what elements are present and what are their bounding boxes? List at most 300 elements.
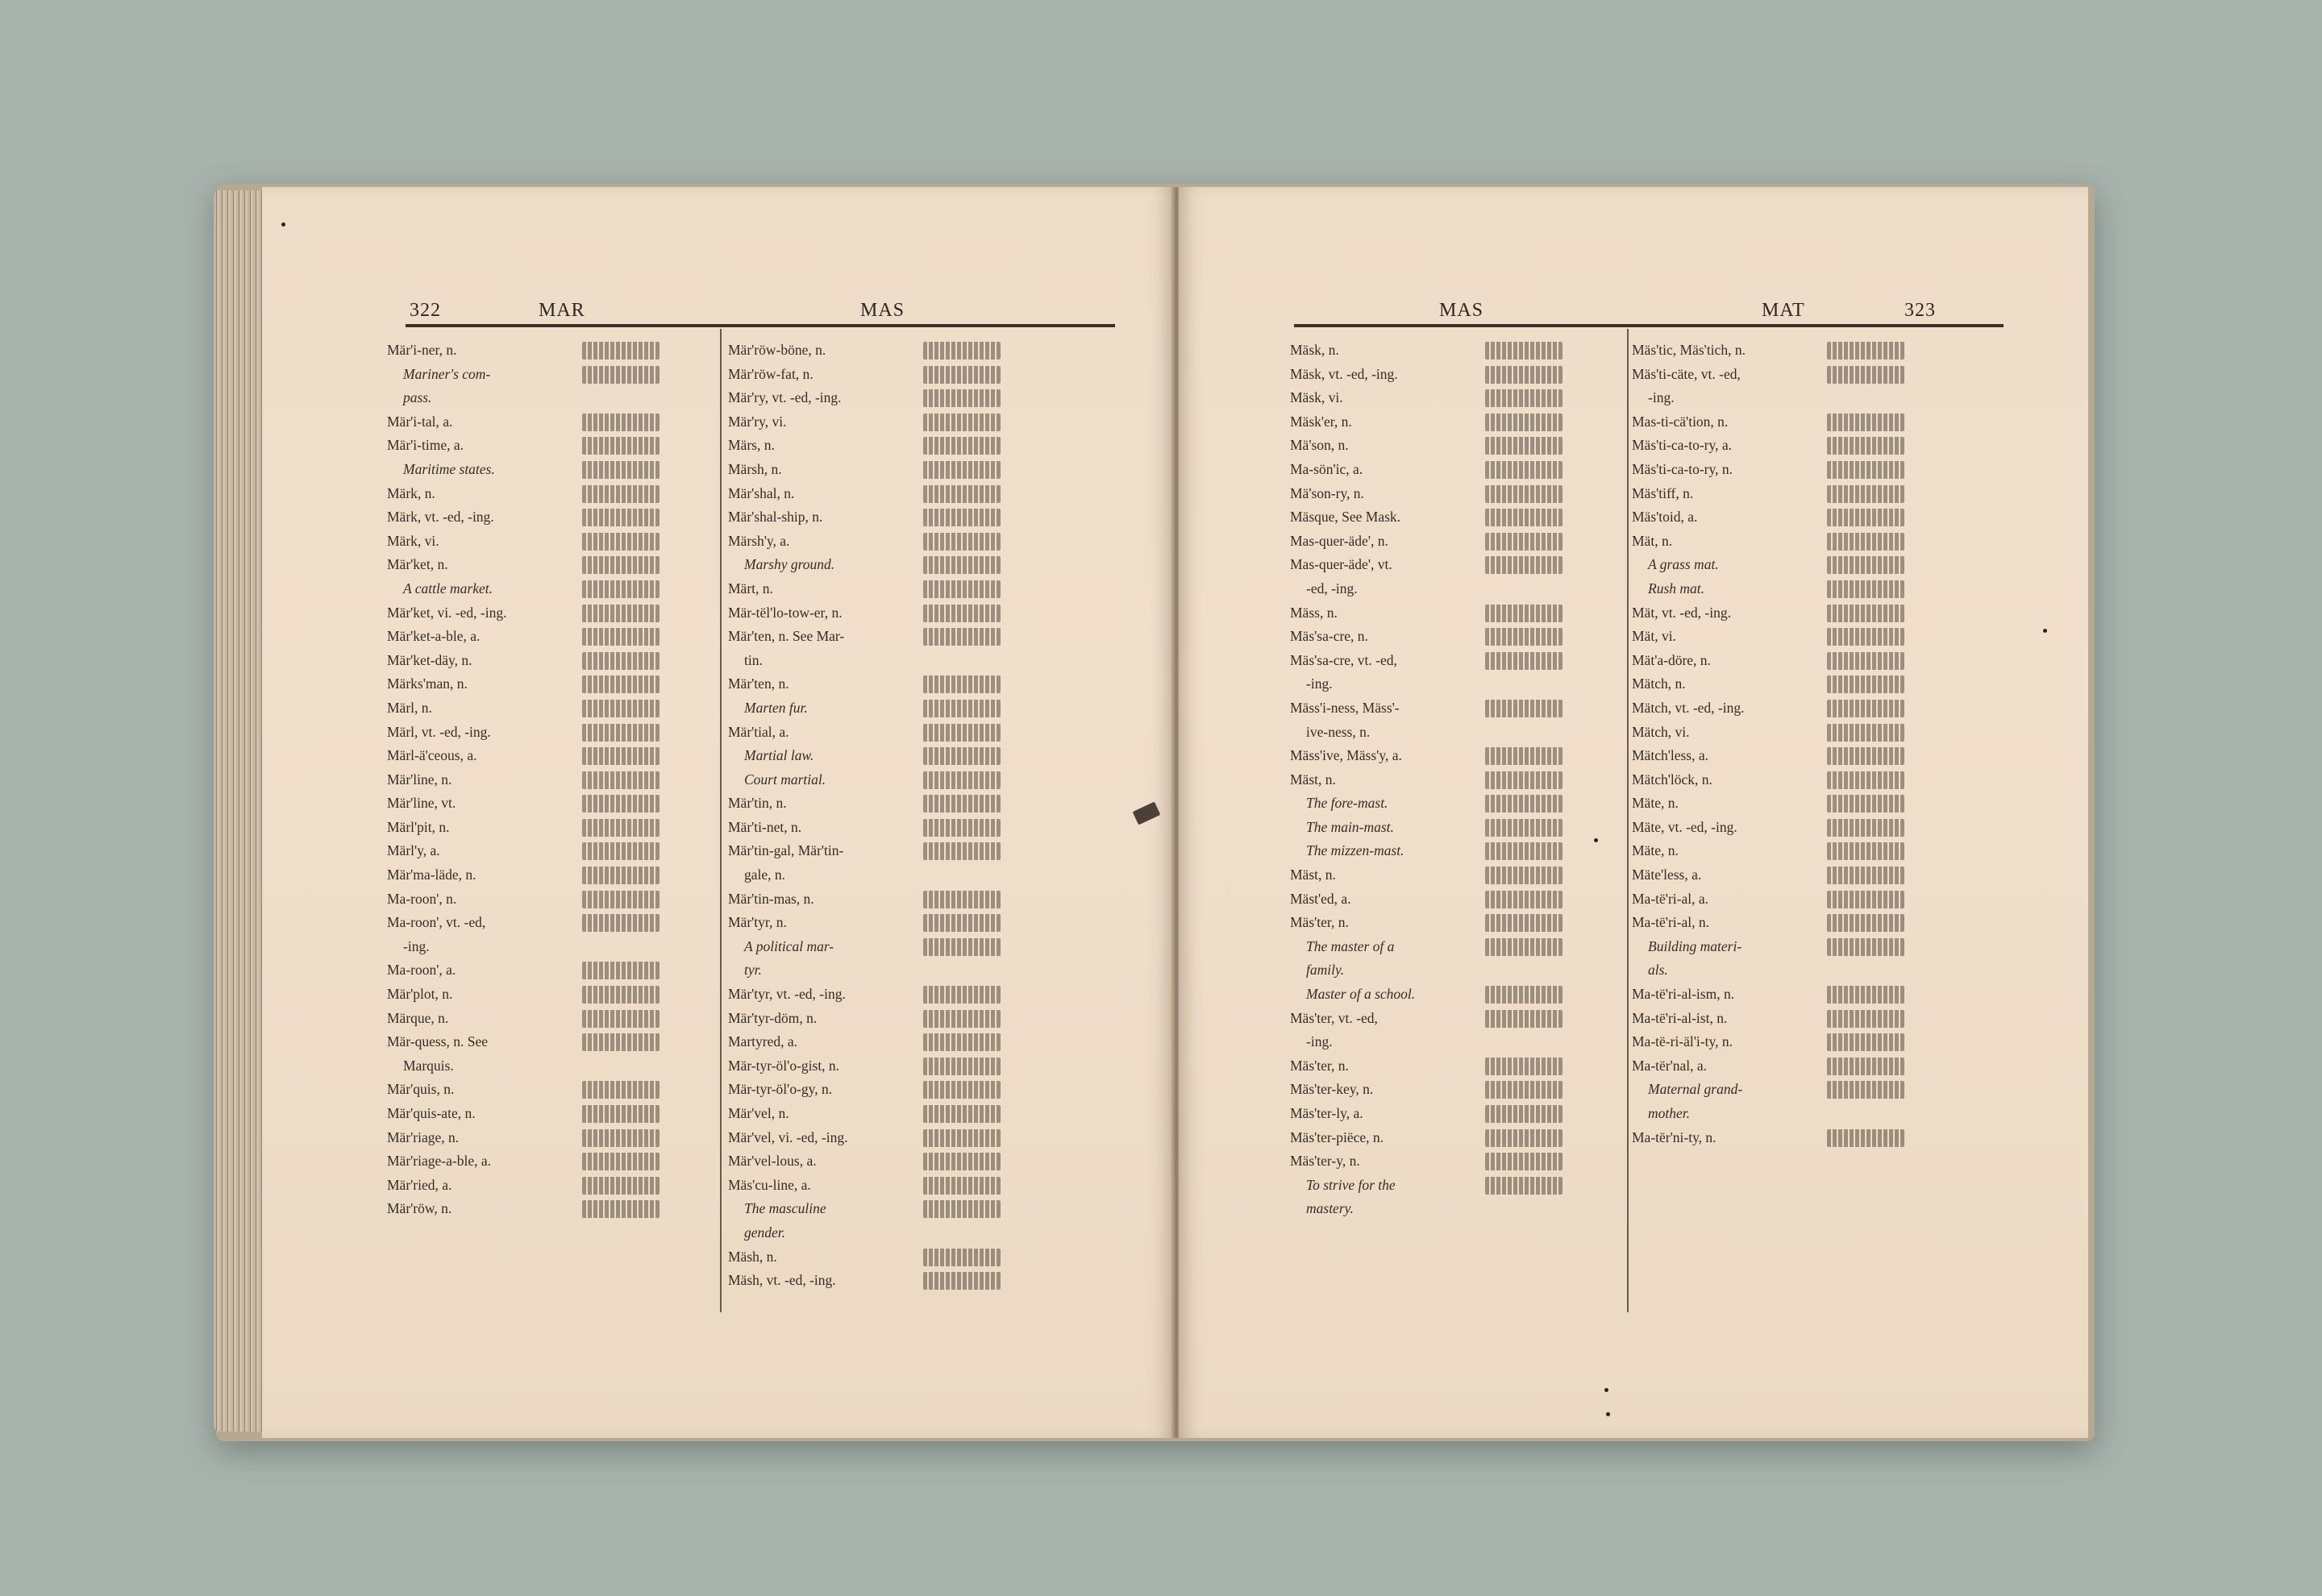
headword: -ing.: [1648, 389, 1675, 406]
japanese-definition-glyphs: [1827, 580, 1904, 598]
headword: Märks'man, n.: [387, 675, 468, 692]
japanese-definition-glyphs: [1827, 652, 1904, 670]
headword: tin.: [744, 651, 763, 668]
japanese-definition-glyphs: [1485, 652, 1563, 670]
headword: Maritime states.: [403, 460, 495, 477]
dictionary-entry: [1632, 887, 1954, 912]
japanese-definition-glyphs: [1485, 795, 1563, 813]
dictionary-entry: [1632, 577, 1954, 601]
headword: mother.: [1648, 1105, 1691, 1121]
headword: Mär-quess, n. See: [387, 1033, 489, 1050]
headword: Court martial.: [744, 771, 826, 788]
dictionary-entry: [1632, 363, 1954, 387]
dictionary-entry: [1632, 1126, 1954, 1150]
headword: -ing.: [1306, 1033, 1333, 1050]
dictionary-entry: [1290, 601, 1612, 626]
dictionary-entry: [1290, 482, 1612, 506]
japanese-definition-glyphs: [1827, 795, 1904, 813]
japanese-definition-glyphs: [1485, 700, 1563, 717]
dictionary-entry: [1632, 839, 1954, 863]
japanese-definition-glyphs: [582, 1200, 660, 1218]
japanese-definition-glyphs: [582, 366, 660, 384]
dictionary-entry: [387, 792, 710, 816]
guide-word-right: MAT: [1762, 300, 1805, 321]
headword: Mäsk'er, n.: [1290, 413, 1352, 430]
dictionary-entry: [728, 1030, 1051, 1054]
headword: gale, n.: [744, 867, 786, 883]
headword: -ed, -ing.: [1306, 580, 1358, 596]
headword: Mär'ten, n. See Mar-: [728, 628, 845, 645]
japanese-definition-glyphs: [1827, 1010, 1904, 1028]
japanese-definition-glyphs: [582, 342, 660, 360]
japanese-definition-glyphs: [582, 842, 660, 860]
japanese-definition-glyphs: [1827, 819, 1904, 837]
japanese-definition-glyphs: [1827, 1058, 1904, 1075]
headword: Mär'ry, vi.: [728, 413, 787, 430]
japanese-definition-glyphs: [1827, 1081, 1904, 1099]
headword: Mäs'ter-key, n.: [1290, 1081, 1374, 1098]
dictionary-entry: [1632, 339, 1954, 363]
headword: Mäsh, vt. -ed, -ing.: [728, 1272, 836, 1289]
headword: Mär'röw-fat, n.: [728, 365, 814, 382]
dictionary-entry: [1632, 672, 1954, 696]
japanese-definition-glyphs: [582, 1177, 660, 1195]
japanese-definition-glyphs: [923, 986, 1001, 1004]
japanese-definition-glyphs: [582, 771, 660, 789]
japanese-definition-glyphs: [1827, 867, 1904, 884]
japanese-definition-glyphs: [582, 652, 660, 670]
japanese-definition-glyphs: [923, 891, 1001, 908]
japanese-definition-glyphs: [582, 414, 660, 431]
dictionary-entry: [1290, 1054, 1612, 1079]
entry-column-1: [1290, 339, 1612, 1221]
dictionary-entry: [387, 577, 710, 601]
headword: Mäsque, See Mask.: [1290, 509, 1401, 526]
japanese-definition-glyphs: [1485, 509, 1563, 526]
dictionary-entry: [1290, 911, 1612, 935]
dictionary-entry: [1290, 410, 1612, 434]
headword: -ing.: [403, 937, 430, 954]
dictionary-entry: [728, 363, 1051, 387]
headword: Märt, n.: [728, 580, 773, 596]
japanese-definition-glyphs: [923, 533, 1001, 551]
dictionary-entry: [728, 1007, 1051, 1031]
headword: Mäs'tic, Mäs'tich, n.: [1632, 342, 1746, 358]
dictionary-entry: [387, 1197, 710, 1221]
dictionary-entry: [387, 625, 710, 649]
dictionary-entry: [1290, 649, 1612, 673]
headword: Mäs'ter, n.: [1290, 1057, 1349, 1074]
headword: Mär'vel, vi. -ed, -ing.: [728, 1128, 848, 1145]
japanese-definition-glyphs: [582, 724, 660, 742]
dictionary-entry: [728, 1269, 1051, 1293]
japanese-definition-glyphs: [1827, 628, 1904, 646]
dictionary-entry: [1632, 744, 1954, 768]
japanese-definition-glyphs: [923, 1058, 1001, 1075]
headword: Mär'line, vt.: [387, 795, 456, 812]
dictionary-entry: [728, 1245, 1051, 1270]
japanese-definition-glyphs: [582, 1081, 660, 1099]
japanese-definition-glyphs: [1827, 724, 1904, 742]
headword: Märk, vi.: [387, 532, 439, 549]
headword: pass.: [403, 389, 432, 406]
japanese-definition-glyphs: [582, 533, 660, 551]
dictionary-entry: [1632, 649, 1954, 673]
headword: Mäs'ti-ca-to-ry, n.: [1632, 460, 1733, 477]
headword: Mär'ket-däy, n.: [387, 651, 472, 668]
dictionary-entry: [1290, 1126, 1612, 1150]
japanese-definition-glyphs: [1827, 891, 1904, 908]
japanese-definition-glyphs: [923, 414, 1001, 431]
dictionary-entry: [1290, 625, 1612, 649]
dictionary-entry: [387, 958, 710, 983]
dictionary-entry: [1290, 530, 1612, 554]
dictionary-entry: [387, 386, 710, 410]
headword: Mas-quer-äde', vt.: [1290, 556, 1392, 573]
ink-speck: [2043, 629, 2047, 633]
dictionary-entry: [728, 434, 1051, 458]
headword: Mäs'ti-ca-to-ry, a.: [1632, 437, 1732, 454]
japanese-definition-glyphs: [1485, 771, 1563, 789]
dictionary-entry: [387, 505, 710, 530]
headword: Mariner's com-: [403, 365, 491, 382]
japanese-definition-glyphs: [1485, 819, 1563, 837]
dictionary-entry: [728, 1149, 1051, 1174]
japanese-definition-glyphs: [923, 675, 1001, 693]
headword: The master of a: [1306, 937, 1395, 954]
japanese-definition-glyphs: [1827, 747, 1904, 765]
headword: A political mar-: [744, 937, 834, 954]
japanese-definition-glyphs: [582, 509, 660, 526]
dictionary-entry: [387, 696, 710, 721]
headword: Mär'ten, n.: [728, 675, 789, 692]
headword: Building materi-: [1648, 937, 1742, 954]
dictionary-entry: [728, 1174, 1051, 1198]
dictionary-entry: [1632, 1030, 1954, 1054]
japanese-definition-glyphs: [1827, 914, 1904, 932]
headword: Mär'shal, n.: [728, 484, 795, 501]
dictionary-entry: [1290, 363, 1612, 387]
japanese-definition-glyphs: [923, 771, 1001, 789]
dictionary-entry: [1632, 792, 1954, 816]
headword: Mätch'löck, n.: [1632, 771, 1712, 788]
page-number: 323: [1904, 300, 1936, 321]
dictionary-entry: [1290, 983, 1612, 1007]
japanese-definition-glyphs: [1827, 1129, 1904, 1147]
japanese-definition-glyphs: [1485, 842, 1563, 860]
page-number: 322: [410, 300, 441, 321]
dictionary-entry: [1290, 839, 1612, 863]
dictionary-entry: [1632, 458, 1954, 482]
dictionary-entry: [1290, 1078, 1612, 1102]
dictionary-entry: [1290, 386, 1612, 410]
headword: Mär'riage, n.: [387, 1128, 460, 1145]
guide-word-left: MAR: [539, 300, 585, 321]
japanese-definition-glyphs: [923, 1272, 1001, 1290]
dictionary-entry: [1632, 958, 1954, 983]
japanese-definition-glyphs: [1485, 389, 1563, 407]
headword: ive-ness, n.: [1306, 723, 1371, 740]
headword: Ma-sön'ic, a.: [1290, 460, 1363, 477]
japanese-definition-glyphs: [923, 1200, 1001, 1218]
japanese-definition-glyphs: [923, 700, 1001, 717]
headword: Marten fur.: [744, 699, 808, 716]
dictionary-entry: [387, 339, 710, 363]
dictionary-entry: [728, 1102, 1051, 1126]
dictionary-entry: [387, 363, 710, 387]
dictionary-entry: [1290, 721, 1612, 745]
dictionary-entry: [387, 1054, 710, 1079]
japanese-definition-glyphs: [1485, 747, 1563, 765]
ink-speck: [1594, 838, 1598, 842]
headword: Mär'line, n.: [387, 771, 452, 788]
dictionary-entry: [387, 1174, 710, 1198]
right-page: [1179, 187, 2088, 1438]
headword: Martial law.: [744, 747, 814, 764]
japanese-definition-glyphs: [1485, 1081, 1563, 1099]
headword: Mär'tin-mas, n.: [728, 890, 814, 907]
headword: Mär-tyr-öl'o-gy, n.: [728, 1081, 833, 1098]
dictionary-entry: [728, 744, 1051, 768]
headword: family.: [1306, 962, 1345, 979]
dictionary-entry: [387, 530, 710, 554]
dictionary-entry: [1632, 768, 1954, 792]
headword: Mäsk, vi.: [1290, 389, 1343, 406]
headword: Rush mat.: [1648, 580, 1704, 596]
japanese-definition-glyphs: [582, 556, 660, 574]
headword: Mäs'ter, vt. -ed,: [1290, 1009, 1378, 1026]
dictionary-entry: [387, 434, 710, 458]
headword: Ma-të'ri-al-ism, n.: [1632, 986, 1735, 1003]
japanese-definition-glyphs: [923, 938, 1001, 956]
headword: Mäte'less, a.: [1632, 867, 1702, 883]
japanese-definition-glyphs: [1485, 342, 1563, 360]
japanese-definition-glyphs: [923, 556, 1001, 574]
headword: Mäst, n.: [1290, 867, 1336, 883]
japanese-definition-glyphs: [1485, 485, 1563, 503]
dictionary-entry: [1290, 1174, 1612, 1198]
japanese-definition-glyphs: [1485, 914, 1563, 932]
japanese-definition-glyphs: [582, 891, 660, 908]
japanese-definition-glyphs: [1827, 1033, 1904, 1051]
dictionary-entry: [728, 410, 1051, 434]
headword: Mär'tyr, vt. -ed, -ing.: [728, 986, 846, 1003]
japanese-definition-glyphs: [1827, 509, 1904, 526]
headword: Mär'tial, a.: [728, 723, 789, 740]
dictionary-entry: [387, 911, 710, 935]
headword: Mäst, n.: [1290, 771, 1336, 788]
headword: Mät, n.: [1632, 532, 1673, 549]
dictionary-entry: [1632, 1054, 1954, 1079]
headword: A cattle market.: [403, 580, 493, 596]
japanese-definition-glyphs: [923, 605, 1001, 622]
dictionary-entry: [1632, 530, 1954, 554]
dictionary-entry: [728, 339, 1051, 363]
japanese-definition-glyphs: [1827, 842, 1904, 860]
dictionary-entry: [728, 721, 1051, 745]
headword: Mäss'i-ness, Mäss'-: [1290, 699, 1400, 716]
headword: Mär'i-tal, a.: [387, 413, 453, 430]
japanese-definition-glyphs: [1485, 938, 1563, 956]
dictionary-entry: [1290, 672, 1612, 696]
japanese-definition-glyphs: [923, 1033, 1001, 1051]
dictionary-entry: [1290, 1102, 1612, 1126]
headword: Mätch'less, a.: [1632, 747, 1709, 764]
headword: Mär'quis-ate, n.: [387, 1105, 476, 1121]
headword: The fore-mast.: [1306, 795, 1388, 812]
dictionary-entry: [387, 672, 710, 696]
headword: Mär'röw-böne, n.: [728, 342, 826, 358]
japanese-definition-glyphs: [1485, 533, 1563, 551]
dictionary-entry: [728, 625, 1051, 649]
headword: Marquis.: [403, 1057, 454, 1074]
headword: Mär'ket-a-ble, a.: [387, 628, 481, 645]
japanese-definition-glyphs: [923, 842, 1001, 860]
dictionary-entry: [728, 792, 1051, 816]
headword: Mär'tin, n.: [728, 795, 787, 812]
headword: Ma-të-ri-äl'i-ty, n.: [1632, 1033, 1733, 1050]
dictionary-entry: [1290, 768, 1612, 792]
dictionary-entry: [728, 458, 1051, 482]
headword: Maternal grand-: [1648, 1081, 1743, 1098]
japanese-definition-glyphs: [923, 580, 1001, 598]
japanese-definition-glyphs: [582, 1105, 660, 1123]
dictionary-entry: [387, 1102, 710, 1126]
dictionary-entry: [1632, 696, 1954, 721]
japanese-definition-glyphs: [582, 461, 660, 479]
dictionary-entry: [728, 505, 1051, 530]
dictionary-entry: [1290, 434, 1612, 458]
japanese-definition-glyphs: [1827, 366, 1904, 384]
dictionary-entry: [1290, 744, 1612, 768]
japanese-definition-glyphs: [1485, 414, 1563, 431]
entry-column-1: [387, 339, 710, 1221]
headword: Märk, n.: [387, 484, 435, 501]
japanese-definition-glyphs: [582, 675, 660, 693]
headword: Mär'riage-a-ble, a.: [387, 1153, 491, 1170]
dictionary-entry: [728, 1126, 1051, 1150]
headword: Mäs'ter, n.: [1290, 914, 1349, 931]
header-rule: [1294, 324, 2004, 327]
dictionary-entry: [1632, 601, 1954, 626]
japanese-definition-glyphs: [1827, 986, 1904, 1004]
dictionary-entry: [387, 721, 710, 745]
dictionary-entry: [387, 1030, 710, 1054]
dictionary-entry: [1290, 1007, 1612, 1031]
headword: Mäs'ti-cäte, vt. -ed,: [1632, 365, 1741, 382]
headword: Mä'son-ry, n.: [1290, 484, 1364, 501]
dictionary-entry: [387, 983, 710, 1007]
dictionary-entry: [1632, 505, 1954, 530]
japanese-definition-glyphs: [582, 485, 660, 503]
japanese-definition-glyphs: [923, 437, 1001, 455]
japanese-definition-glyphs: [1485, 628, 1563, 646]
dictionary-entry: [1290, 553, 1612, 577]
headword: Martyred, a.: [728, 1033, 798, 1050]
japanese-definition-glyphs: [1485, 1129, 1563, 1147]
dictionary-entry: [728, 696, 1051, 721]
japanese-definition-glyphs: [1485, 986, 1563, 1004]
dictionary-entry: [728, 530, 1051, 554]
japanese-definition-glyphs: [923, 724, 1001, 742]
headword: Märsh'y, a.: [728, 532, 790, 549]
headword: Ma-tër'nal, a.: [1632, 1057, 1708, 1074]
japanese-definition-glyphs: [923, 1153, 1001, 1170]
japanese-definition-glyphs: [923, 461, 1001, 479]
headword: Mätch, n.: [1632, 675, 1686, 692]
dictionary-entry: [728, 816, 1051, 840]
dictionary-entry: [1632, 482, 1954, 506]
headword: tyr.: [744, 962, 762, 979]
headword: Mär'vel, n.: [728, 1105, 789, 1121]
headword: Mäs'cu-line, a.: [728, 1176, 811, 1193]
japanese-definition-glyphs: [923, 342, 1001, 360]
dictionary-entry: [387, 816, 710, 840]
headword: Mäs'tiff, n.: [1632, 484, 1694, 501]
headword: Mätch, vt. -ed, -ing.: [1632, 699, 1745, 716]
headword: Mär-tyr-öl'o-gist, n.: [728, 1057, 840, 1074]
dictionary-entry: [1290, 1149, 1612, 1174]
japanese-definition-glyphs: [923, 485, 1001, 503]
dictionary-entry: [387, 863, 710, 887]
dictionary-entry: [1290, 505, 1612, 530]
headword: Märl, n.: [387, 699, 432, 716]
headword: Mäs'sa-cre, n.: [1290, 628, 1368, 645]
headword: Märl, vt. -ed, -ing.: [387, 723, 491, 740]
japanese-definition-glyphs: [582, 747, 660, 765]
headword: Mäss'ive, Mäss'y, a.: [1290, 747, 1402, 764]
japanese-definition-glyphs: [582, 1153, 660, 1170]
headword: Märs, n.: [728, 437, 775, 454]
headword: Ma-roon', a.: [387, 962, 456, 979]
dictionary-entry: [387, 458, 710, 482]
japanese-definition-glyphs: [923, 628, 1001, 646]
headword: Mär'quis, n.: [387, 1081, 455, 1098]
headword: Mät'a-döre, n.: [1632, 651, 1711, 668]
headword: Mär'tyr-döm, n.: [728, 1009, 818, 1026]
headword: Mär'ti-net, n.: [728, 818, 802, 835]
dictionary-entry: [728, 839, 1051, 863]
dictionary-entry: [728, 935, 1051, 959]
dictionary-entry: [1632, 935, 1954, 959]
dictionary-entry: [728, 1054, 1051, 1079]
headword: Mär'röw, n.: [387, 1200, 452, 1217]
japanese-definition-glyphs: [1827, 938, 1904, 956]
headword: Mär'i-ner, n.: [387, 342, 457, 358]
japanese-definition-glyphs: [1827, 556, 1904, 574]
japanese-definition-glyphs: [1827, 533, 1904, 551]
dictionary-entry: [1290, 339, 1612, 363]
column-divider: [720, 329, 722, 1312]
headword: The main-mast.: [1306, 818, 1394, 835]
ink-speck: [1606, 1412, 1610, 1416]
headword: als.: [1648, 962, 1668, 979]
dictionary-entry: [1632, 1007, 1954, 1031]
headword: Mätch, vi.: [1632, 723, 1690, 740]
headword: Mär'shal-ship, n.: [728, 509, 823, 526]
japanese-definition-glyphs: [923, 389, 1001, 407]
japanese-definition-glyphs: [1485, 461, 1563, 479]
headword: A grass mat.: [1648, 556, 1719, 573]
japanese-definition-glyphs: [582, 795, 660, 813]
headword: Mäte, n.: [1632, 842, 1679, 859]
headword: Mär'vel-lous, a.: [728, 1153, 817, 1170]
dictionary-entry: [1632, 983, 1954, 1007]
dictionary-entry: [1290, 887, 1612, 912]
japanese-definition-glyphs: [1827, 414, 1904, 431]
dictionary-entry: [387, 601, 710, 626]
headword: Märl'pit, n.: [387, 818, 450, 835]
